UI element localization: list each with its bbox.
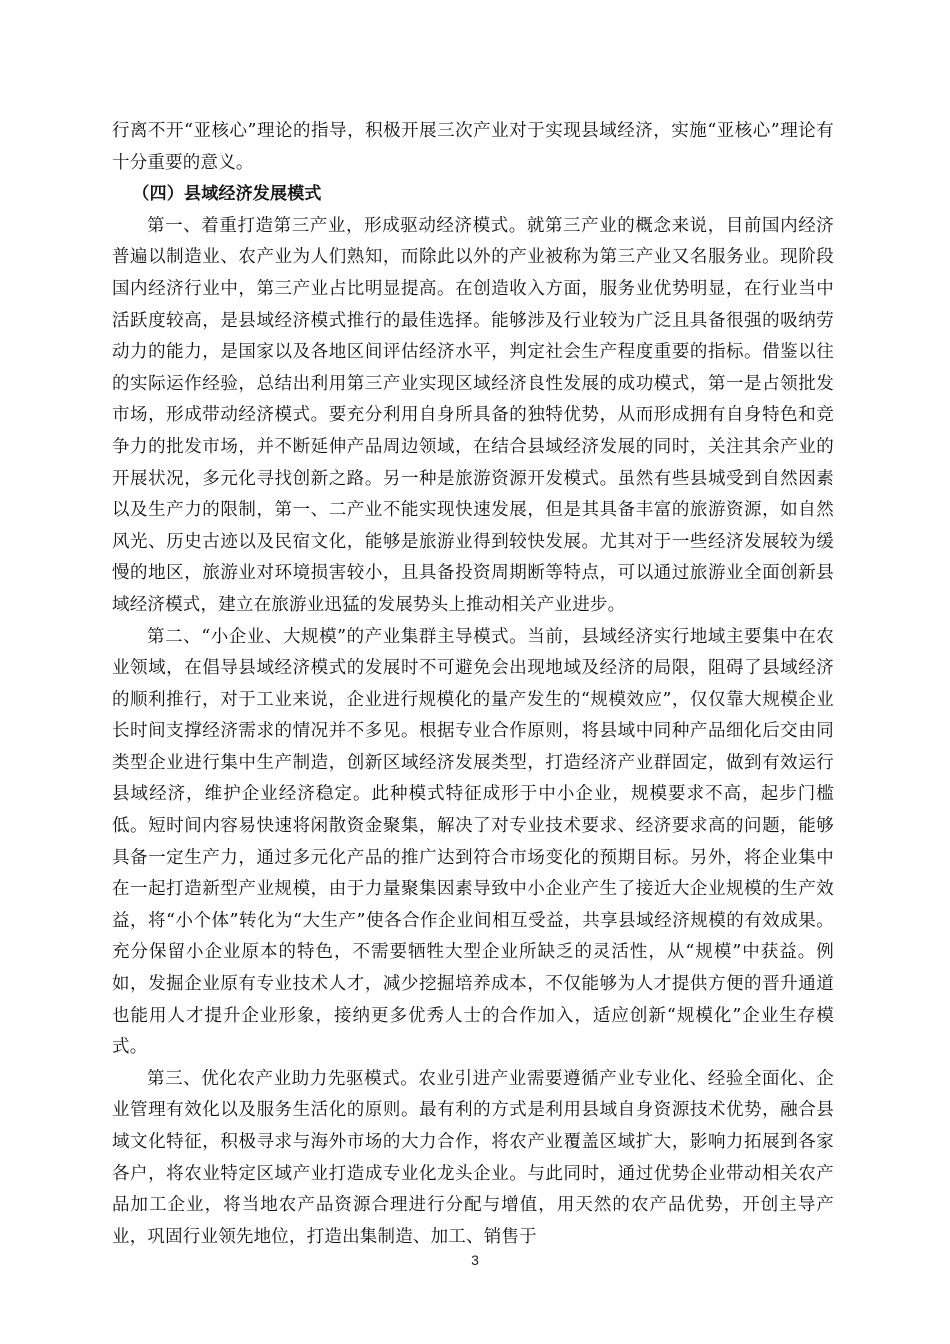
page-number: 3	[471, 1252, 479, 1268]
paragraph-third: 第三、优化农产业助力先驱模式。农业引进产业需要遵循产业专业化、经验全面化、企业管理有效化以及服务生活化的原则。最有利的方式是利用县域自身资源技术优势，融合县域文化特征，积极寻求与海外市场的大力合作，将农产业覆盖区域扩大，影响力拓展到各家各户，将农业特定区域产业打造成专业化龙头企业。与此同时，通过优势企业带动相关农产品加工企业，将当地农产品资源合理进行分配与增值，用天然的农产品优势，开创主导产业，巩固行业领先地位，打造出集制造、加工、销售于	[112, 1068, 834, 1247]
continuation-paragraph: 行离不开“亚核心”理论的指导，积极开展三次产业对于实现县域经济，实施“亚核心”理论有十分重要的意义。	[112, 121, 834, 173]
body-text	[112, 116, 834, 1253]
paragraph-first: 第一、着重打造第三产业，形成驱动经济模式。就第三产业的概念来说，目前国内经济普遍以制造业、农产业为人们熟知，而除此以外的产业被称为第三产业又名服务业。现阶段国内经济行业中，第三产业占比明显提高。在创造收入方面，服务业优势明显，在行业当中活跃度较高，是县域经济模式推行的最佳选择。能够涉及行业较为广泛且具备很强的吸纳劳动力的能力，是国家以及各地区间评估经济水平，判定社会生产程度重要的指标。借鉴以往的实际运作经验，总结出利用第三产业实现区域经济良性发展的成功模式，第一是占领批发市场，形成带动经济模式。要充分利用自身所具备的独特优势，从而形成拥有自身特色和竞争力的批发市场，并不断延伸产品周边领域，在结合县域经济发展的同时，关注其余产业的开展状况，多元化寻找创新之路。另一种是旅游资源开发模式。虽然有些县城受到自然因素以及生产力的限制，第一、二产业不能实现快速发展，但是其具备丰富的旅游资源，如自然风光、历史古迹以及民宿文化，能够是旅游业得到较快发展。尤其对于一些经济发展较为缓慢的地区，旅游业对环境损害较小，且具备投资周期断等特点，可以通过旅游业全面创新县域经济模式，建立在旅游业迅猛的发展势头上推动相关产业进步。	[112, 215, 834, 615]
section-heading: （四）县域经济发展模式	[132, 184, 322, 205]
paragraph-second: 第二、“小企业、大规模”的产业集群主导模式。当前，县域经济实行地域主要集中在农业领域，在倡导县域经济模式的发展时不可避免会出现地域及经济的局限，阻碍了县域经济的顺利推行，对于工业来说，企业进行规模化的量产发生的“规模效应”，仅仅靠大规模企业长时间支撑经济需求的情况并不多见。根据专业合作原则，将县域中同种产品细化后交由同类型企业进行集中生产制造，创新区域经济发展类型，打造经济产业群固定，做到有效运行县域经济，维护企业经济稳定。此种模式特征成形于中小企业，规模要求不高，起步门槛低。短时间内容易快速将闲散资金聚集，解决了对专业技术要求、经济要求高的问题，能够具备一定生产力，通过多元化产品的推广达到符合市场变化的预期目标。另外，将企业集中在一起打造新型产业规模，由于力量聚集因素导致中小企业产生了接近大企业规模的生产效益，将“小个体”转化为“大生产”使各合作企业间相互受益，共享县域经济规模的有效成果。充分保留小企业原本的特色，不需要牺牲大型企业所缺乏的灵活性，从“规模”中获益。例如，发掘企业原有专业技术人才，减少挖掘培养成本，不仅能够为人才提供方便的晋升通道也能用人才提升企业形象，接纳更多优秀人士的合作加入，适应创新“规模化”企业生存模式。	[112, 626, 834, 1058]
